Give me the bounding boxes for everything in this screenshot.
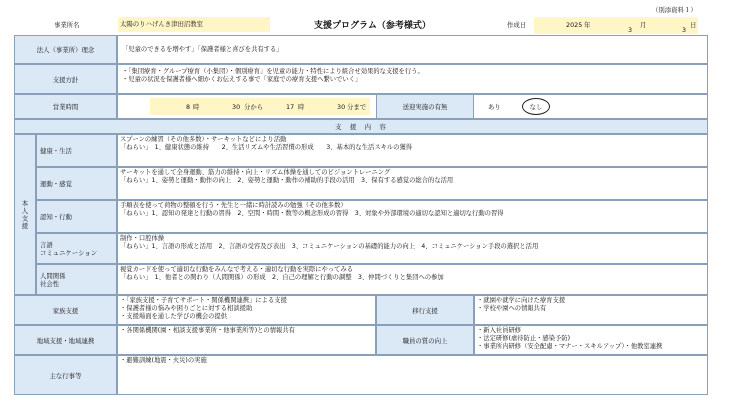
row-label-social: 人間関係 社会性 — [36, 264, 117, 295]
office-name-field[interactable]: 太陽のりハげんき津田沼教室 — [118, 17, 270, 32]
year-unit: 年 — [584, 21, 591, 29]
community-label: 地域支援・地域連携 — [14, 325, 117, 355]
policy-line-1: ・「集団療育・グループ療育（小集団）・個別療育」を児童の能力・特性により組合せ効果的な支援を行う。 — [122, 68, 424, 75]
staff-line-1: ・新入社員研修 — [477, 327, 522, 334]
date-field-bg — [534, 17, 698, 34]
end-minute[interactable]: 30 — [337, 103, 346, 111]
start-hour[interactable]: 8 — [186, 103, 191, 111]
events-cell — [117, 355, 708, 395]
family-line-3: ・支援場面を通した学びの機会の提供 — [120, 313, 228, 320]
personal-support-text: 本人支援 — [20, 199, 29, 230]
from-label: 分から — [244, 103, 264, 111]
health-line-2: 「ねらい」 1、健康状態の維持 2、生活リズムや生活習慣の形成 3、基本的な生活スキルの獲得 — [120, 144, 413, 151]
personal-support-label — [14, 134, 36, 295]
transport-yes[interactable]: あり — [488, 103, 501, 111]
hours-label: 営業時間 — [14, 94, 117, 119]
row-label-language: 言語 コミュニケーション — [36, 233, 117, 264]
family-cell — [117, 295, 376, 325]
until-label: 分まで — [347, 103, 367, 111]
staff-line-2: ・法定研修(虐待防止・感染予防) — [477, 335, 571, 342]
transport-no: なし — [529, 102, 543, 111]
attachment-label: （別添資料１） — [652, 6, 697, 14]
policy-line-2: ・児童の状況を保護者様へ細かくお伝えする事で「家庭での療育支援へ繋いでいく」 — [122, 76, 362, 83]
row-cell-cognition — [117, 200, 708, 233]
end-hour[interactable]: 17 — [286, 103, 295, 111]
philosophy-text: 「児童のできるを増やす」「保護者様と喜びを共有する」 — [122, 46, 283, 53]
family-line-2: ・保護者様の悩みや困りごとに対する相談援助 — [120, 305, 253, 312]
events-label: 主な行事等 — [14, 355, 117, 395]
created-label: 作成日 — [507, 21, 527, 29]
end-hour-unit: 時 — [298, 103, 305, 111]
start-minute[interactable]: 30 — [232, 103, 241, 111]
language-line-1: 制作・口腔体操 — [120, 235, 165, 242]
events-line-1: ・避難訓練(地震・火災)の実施 — [120, 357, 207, 364]
month-value[interactable]: 3 — [628, 26, 633, 34]
philosophy-label: 法人（事業所）理念 — [14, 35, 117, 64]
social-line-1: 視覚カードを使って適切な行動をみんなで考える・適切な行動を実際にやってみる — [120, 266, 353, 273]
transport-selected-oval[interactable] — [522, 98, 550, 115]
staff-cell — [474, 325, 708, 355]
health-line-1: スプーンの練習（その他多数）・サーキットなどにより活動 — [120, 136, 287, 143]
row-label-cognition: 認知・行動 — [36, 200, 117, 233]
row-cell-motor — [117, 167, 708, 200]
community-cell — [117, 325, 376, 355]
office-label: 事業所名 — [54, 21, 80, 29]
philosophy-cell — [117, 35, 708, 64]
transition-line-1: ・就園や就学に向けた療育支援 — [477, 297, 566, 304]
transport-label: 送迎実施の有無 — [376, 94, 474, 119]
staff-label: 職員の質の向上 — [376, 325, 474, 355]
content-header: 支 援 内 容 — [14, 119, 708, 134]
social-line-2: 「ねらい」 1、他者との関わり（人間関係）の形成 2、自己の理解と行動の調整 3、仲間づくりと集団への参加 — [120, 274, 444, 281]
transition-cell — [474, 295, 708, 325]
policy-label: 支援方針 — [14, 64, 117, 94]
family-label: 家族支援 — [14, 295, 117, 325]
row-cell-social — [117, 264, 708, 295]
transition-line-2: ・学校や園への情報共有 — [477, 305, 547, 312]
row-label-health: 健康・生活 — [36, 134, 117, 167]
staff-line-3: ・事業所内研修（安全配慮・マナー・スキルアップ）・他教室連携 — [477, 343, 663, 350]
motor-line-1: サーキットを通して全身運動、筋力の維持・向上・リズム体操を通してのビジョントレーニング — [120, 169, 391, 176]
row-cell-language — [117, 233, 708, 264]
row-cell-health — [117, 134, 708, 167]
row-label-motor: 運動・感覚 — [36, 167, 117, 200]
year-value[interactable]: 2025 — [566, 21, 583, 29]
day-value[interactable]: 3 — [682, 26, 687, 34]
language-line-2: 「ねらい」1、言語の形成と活用 2、言語の受容及び表出 3、コミュニケーションの基礎的能力の向上 4、コミュニケーション手段の選択と活用 — [120, 243, 539, 250]
doc-title: 支援プログラム（参考様式） — [314, 21, 431, 31]
cognition-line-2: 「ねらい」1、認知の発達と行動の習得 2、空間・時間・数等の概念形成の習得 3、対象や外部環境の適切な認知と適切な行動の習得 — [120, 210, 504, 217]
motor-line-2: 「ねらい」1、姿勢と運動・動作の向上 2、姿勢と運動・動作の補助的手段の活用 3、保有する感覚の総合的な活用 — [120, 177, 454, 184]
month-unit: 月 — [640, 21, 647, 29]
day-unit: 日 — [690, 21, 697, 29]
transition-label: 移行支援 — [376, 295, 474, 325]
cognition-line-1: 手順表を使って荷物の整頓を行う・先生と一緒に時計読みの勉強（その他多数） — [120, 202, 347, 209]
community-line-1: ・各関係機関(園・相談支援事業所・他事業所等)との情報共有 — [120, 327, 295, 334]
policy-cell — [117, 64, 708, 94]
family-line-1: ・「家族支援・子育てサポート・関係機関連携」による支援 — [120, 297, 287, 304]
start-hour-unit: 時 — [193, 103, 200, 111]
